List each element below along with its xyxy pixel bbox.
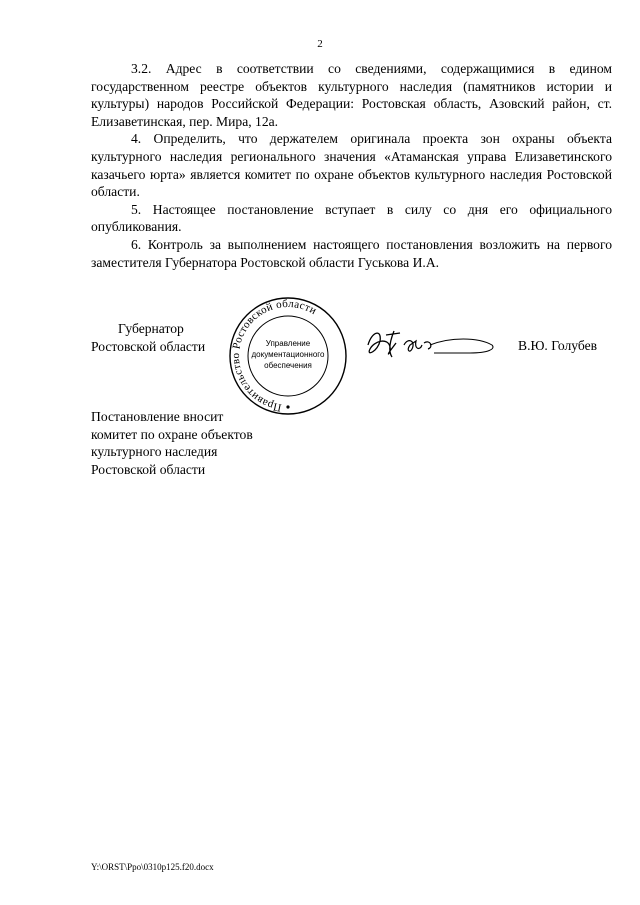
signature-block <box>0 293 640 423</box>
submitted-by-line3: культурного наследия <box>91 444 218 460</box>
signer-name: В.Ю. Голубев <box>518 338 598 353</box>
paragraph-5: 5. Настоящее постановление вступает в силу со дня его официального опубликования. <box>91 201 612 235</box>
document-body <box>91 60 612 271</box>
handwritten-signature <box>360 323 500 368</box>
submitted-by-line1: Постановление вносит <box>91 409 224 424</box>
paragraph-3-2: 3.2. Адрес в соответствии со сведениями, содержащимися в едином государственном реестре объектов культурного наследия (памятников истории и культуры) народов Российской Федерации: Ростовская область, Азовский район, ст. Елизаветинская, пер. Мира, 12а. <box>91 61 612 129</box>
seal-center-line1: Управление <box>265 339 311 348</box>
seal-center-line2: документационного <box>251 350 325 359</box>
signatory-title-line2: Ростовской области <box>91 338 206 354</box>
page-number: 2 <box>317 38 323 50</box>
seal-center-line3: обеспечения <box>264 361 312 370</box>
submitted-by-line4: Ростовской области <box>91 461 206 477</box>
submitted-by-line2: комитет по охране объектов <box>91 426 253 442</box>
signatory-title <box>91 320 205 355</box>
submitted-by-note <box>91 408 253 478</box>
signatory-title-line1: Губернатор <box>118 321 184 336</box>
paragraph-6: 6. Контроль за выполнением настоящего постановления возложить на первого заместителя Губернатора Ростовской области Гуськова И.А. <box>91 236 612 270</box>
official-seal <box>228 293 348 418</box>
seal-ring-text: Правительство Ростовской области <box>229 297 319 414</box>
file-path: Y:\ORST\Ppo\0310p125.f20.docx <box>91 862 214 872</box>
paragraph-4: 4. Определить, что держателем оригинала проекта зон охраны объекта культурного наследия регионального значения «Атаманская управа Елизаветинского казачьего юрта» является комитет по охране объектов культурного наследия Ростовской области. <box>91 131 612 200</box>
